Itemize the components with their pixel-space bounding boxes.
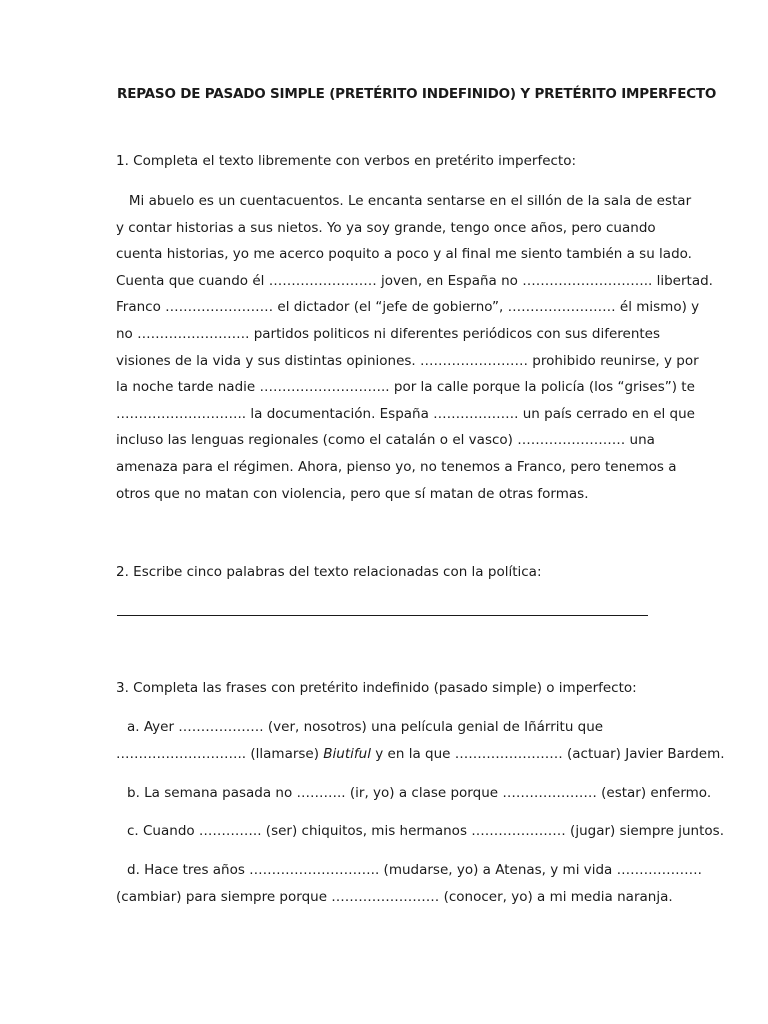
text-line: Cuenta que cuando él …………………… joven, en España no ……………………….. libertad. bbox=[116, 272, 713, 289]
sentence-b: b. La semana pasada no ……….. (ir, yo) a clase porque ………………… (estar) enfermo. bbox=[127, 785, 712, 801]
text-line: visiones de la vida y sus distintas opiniones. …………………… prohibido reunirse, y por bbox=[116, 352, 699, 369]
sentence-a-line-2 bbox=[116, 746, 725, 762]
exercise-1-text bbox=[116, 188, 713, 507]
text-line: otros que no matan con violencia, pero que sí matan de otras formas. bbox=[116, 485, 589, 502]
sentence-a-line-1: a. Ayer ………………. (ver, nosotros) una película genial de Iñárritu que bbox=[127, 719, 604, 735]
text-line: Franco …………………… el dictador (el “jefe de gobierno”, …………………… él mismo) y bbox=[116, 299, 700, 316]
text-line: Mi abuelo es un cuentacuentos. Le encanta sentarse en el sillón de la sala de estar bbox=[116, 193, 692, 209]
text-line: la noche tarde nadie ……………………….. por la calle porque la policía (los “grises”) te bbox=[116, 379, 695, 396]
text-line: cuenta historias, yo me acerco poquito a poco y al final me siento también a su lado. bbox=[116, 246, 692, 263]
answer-line bbox=[117, 615, 648, 616]
sentence-a-part: y en la que …………………… (actuar) Javier Bardem. bbox=[370, 746, 725, 762]
text-line: amenaza para el régimen. Ahora, pienso yo, no tenemos a Franco, pero tenemos a bbox=[116, 458, 677, 475]
text-line: y contar historias a sus nietos. Yo ya soy grande, tengo once años, pero cuando bbox=[116, 219, 656, 236]
sentence-c: c. Cuando ………….. (ser) chiquitos, mis hermanos ………………… (jugar) siempre juntos. bbox=[127, 823, 724, 839]
exercise-1-heading: 1. Completa el texto libremente con verbos en pretérito imperfecto: bbox=[116, 153, 577, 169]
text-line: no ……………………. partidos politicos ni diferentes periódicos con sus diferentes bbox=[116, 325, 661, 342]
sentence-d-line-1: d. Hace tres años ……………………….. (mudarse, yo) a Atenas, y mi vida ………………. bbox=[127, 862, 702, 878]
exercise-2-heading: 2. Escribe cinco palabras del texto relacionadas con la política: bbox=[116, 564, 542, 580]
worksheet-title: REPASO DE PASADO SIMPLE (PRETÉRITO INDEFINIDO) Y PRETÉRITO IMPERFECTO bbox=[117, 86, 717, 102]
sentence-d-line-2: (cambiar) para siempre porque …………………… (conocer, yo) a mi media naranja. bbox=[116, 889, 673, 905]
text-line: ……………………….. la documentación. España ………………. un país cerrado en el que bbox=[116, 405, 695, 422]
exercise-3-heading: 3. Completa las frases con pretérito indefinido (pasado simple) o imperfecto: bbox=[116, 680, 637, 696]
film-title: Biutiful bbox=[323, 746, 371, 762]
text-line: incluso las lenguas regionales (como el catalán o el vasco) …………………… una bbox=[116, 432, 655, 449]
sentence-a-part: ……………………….. (llamarse) bbox=[116, 746, 324, 762]
